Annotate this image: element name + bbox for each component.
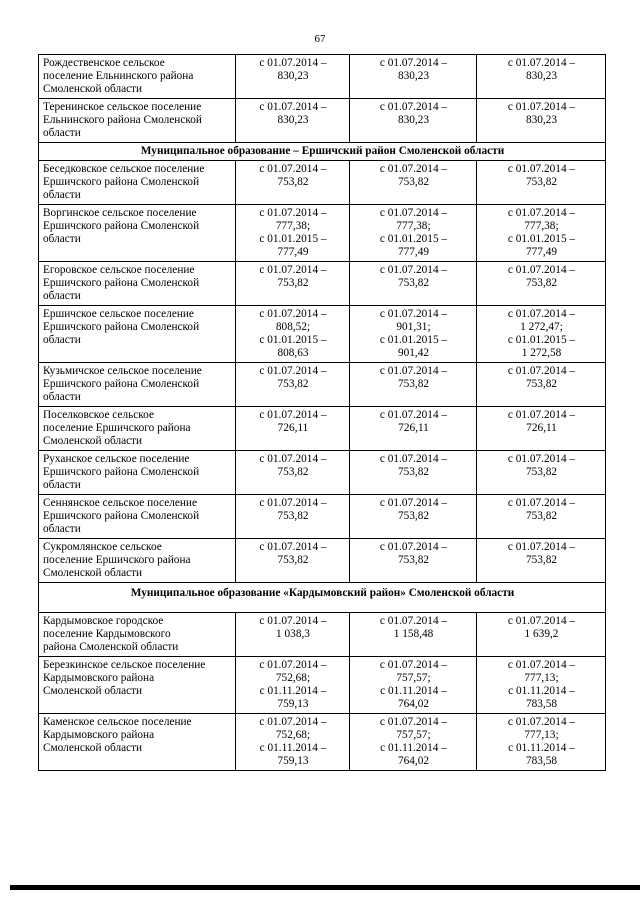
tariff-cell bbox=[477, 262, 606, 306]
settlement-name-line: Смоленской области bbox=[43, 567, 143, 579]
tariff-line: 777,38; bbox=[275, 220, 311, 232]
tariff-line: 1 639,2 bbox=[524, 628, 559, 640]
tariff-line: с 01.07.2014 – bbox=[507, 541, 576, 553]
table-row bbox=[39, 407, 606, 451]
tariff-line: с 01.07.2014 – bbox=[259, 264, 327, 276]
settlement-name-line: Кардымовского района bbox=[43, 672, 155, 684]
settlement-name-line: области bbox=[43, 189, 81, 201]
tariff-cell bbox=[477, 495, 606, 539]
settlement-name-cell bbox=[39, 451, 236, 495]
tariff-line: 759,13 bbox=[277, 755, 309, 767]
tariff-cell bbox=[477, 407, 606, 451]
settlement-name-line: области bbox=[43, 290, 81, 302]
tariff-line: 753,82 bbox=[525, 277, 558, 289]
settlement-name-line: Смоленской области bbox=[43, 685, 143, 697]
settlement-name-line: Сеннянское сельское поселение bbox=[43, 497, 197, 509]
settlement-name-cell bbox=[39, 613, 236, 657]
tariff-line: 753,82 bbox=[277, 466, 309, 478]
tariff-line: 777,38; bbox=[524, 220, 559, 232]
settlement-name-line: поселение Кардымовского bbox=[43, 628, 171, 640]
tariff-line: с 01.07.2014 – bbox=[507, 101, 576, 113]
tariff-line: с 01.07.2014 – bbox=[379, 163, 448, 175]
tariff-line: 808,52; bbox=[275, 321, 311, 333]
tariff-cell bbox=[236, 161, 350, 205]
settlement-name-cell bbox=[39, 407, 236, 451]
tariff-line: с 01.07.2014 – bbox=[379, 308, 448, 320]
settlement-name-cell bbox=[39, 205, 236, 262]
tariff-line: 753,82 bbox=[525, 510, 558, 522]
tariff-line: с 01.07.2014 – bbox=[259, 101, 327, 113]
table-row bbox=[39, 205, 606, 262]
tariff-line: 830,23 bbox=[525, 70, 558, 82]
tariff-line: с 01.07.2014 – bbox=[507, 615, 576, 627]
settlement-name-line: Ершичского района Смоленской bbox=[43, 510, 200, 522]
tariff-line: 757,57; bbox=[396, 672, 431, 684]
tariff-line: с 01.11.2014 – bbox=[380, 742, 447, 754]
tariff-cell bbox=[350, 495, 477, 539]
tariff-cell bbox=[236, 495, 350, 539]
tariff-line: с 01.07.2014 – bbox=[379, 453, 448, 465]
tariff-cell bbox=[236, 99, 350, 143]
settlement-name-line: Ельнинского района Смоленской bbox=[43, 114, 202, 126]
tariff-line: 830,23 bbox=[397, 70, 430, 82]
settlement-name-cell bbox=[39, 714, 236, 771]
tariff-line: 783,58 bbox=[525, 698, 558, 710]
tariff-line: 777,49 bbox=[525, 246, 558, 258]
settlement-name-line: Кузьмичское сельское поселение bbox=[43, 365, 202, 377]
tariff-line: 753,82 bbox=[277, 554, 309, 566]
tariff-line: с 01.07.2014 – bbox=[507, 264, 576, 276]
settlement-name-cell bbox=[39, 99, 236, 143]
tariff-cell bbox=[236, 306, 350, 363]
tariff-line: 753,82 bbox=[525, 176, 558, 188]
tariff-cell bbox=[350, 539, 477, 583]
tariff-cell bbox=[477, 99, 606, 143]
table-row bbox=[39, 55, 606, 99]
tariff-cell bbox=[477, 205, 606, 262]
settlement-name-line: Кардымовского района bbox=[43, 729, 155, 741]
settlement-name-line: области bbox=[43, 127, 81, 139]
tariff-line: 830,23 bbox=[277, 70, 309, 82]
settlement-name-line: Егоровское сельское поселение bbox=[43, 264, 195, 276]
settlement-name-line: поселение Ельнинского района bbox=[43, 70, 194, 82]
tariff-line: 777,13; bbox=[524, 729, 559, 741]
tariff-line: 753,82 bbox=[397, 466, 430, 478]
tariff-line: с 01.07.2014 – bbox=[507, 659, 576, 671]
tariff-cell bbox=[236, 205, 350, 262]
settlement-name-line: области bbox=[43, 523, 81, 535]
tariff-line: 753,82 bbox=[525, 466, 558, 478]
tariff-line: 752,68; bbox=[275, 729, 311, 741]
tariff-cell bbox=[350, 657, 477, 714]
tariff-cell bbox=[477, 161, 606, 205]
tariff-line: 752,68; bbox=[275, 672, 311, 684]
tariff-line: 726,11 bbox=[277, 422, 309, 434]
tariff-line: 753,82 bbox=[277, 277, 309, 289]
tariff-cell bbox=[236, 363, 350, 407]
tariff-line: с 01.07.2014 – bbox=[507, 308, 576, 320]
settlement-name-cell bbox=[39, 306, 236, 363]
tariff-cell bbox=[477, 363, 606, 407]
tariff-cell bbox=[350, 451, 477, 495]
tariff-line: 753,82 bbox=[397, 378, 430, 390]
tariff-line: с 01.01.2015 – bbox=[379, 233, 448, 245]
tariff-line: 901,42 bbox=[397, 347, 430, 359]
tariff-line: 753,82 bbox=[397, 554, 430, 566]
tariff-line: с 01.07.2014 – bbox=[259, 497, 327, 509]
tariff-line: 830,23 bbox=[525, 114, 558, 126]
tariff-line: 726,11 bbox=[526, 422, 557, 434]
tariff-line: 753,82 bbox=[277, 176, 309, 188]
tariff-line: с 01.07.2014 – bbox=[507, 497, 576, 509]
table-row bbox=[39, 451, 606, 495]
tariff-line: с 01.07.2014 – bbox=[507, 207, 576, 219]
tariff-line: 759,13 bbox=[277, 698, 309, 710]
tariff-cell bbox=[236, 262, 350, 306]
settlement-name-line: Ершичского района Смоленской bbox=[43, 378, 200, 390]
settlement-name-line: Ершичское сельское поселение bbox=[43, 308, 194, 320]
settlement-name-line: области bbox=[43, 233, 81, 245]
tariff-line: с 01.07.2014 – bbox=[379, 409, 448, 421]
tariff-line: с 01.07.2014 – bbox=[379, 615, 448, 627]
tariff-line: с 01.07.2014 – bbox=[259, 365, 327, 377]
tariff-cell bbox=[350, 306, 477, 363]
tariff-line: 1 158,48 bbox=[393, 628, 434, 640]
tariff-line: 777,49 bbox=[397, 246, 430, 258]
table-row bbox=[39, 99, 606, 143]
tariff-cell bbox=[477, 55, 606, 99]
tariff-cell bbox=[477, 306, 606, 363]
tariff-line: с 01.07.2014 – bbox=[507, 453, 576, 465]
tariff-line: с 01.11.2014 – bbox=[259, 742, 327, 754]
settlement-name-cell bbox=[39, 55, 236, 99]
tariff-line: 764,02 bbox=[397, 698, 430, 710]
tariff-line: с 01.11.2014 – bbox=[380, 685, 447, 697]
tariff-line: 757,57; bbox=[396, 729, 431, 741]
tariff-line: 764,02 bbox=[397, 755, 430, 767]
tariff-line: 753,82 bbox=[397, 176, 430, 188]
tariff-line: с 01.01.2015 – bbox=[379, 334, 448, 346]
tariff-line: с 01.11.2014 – bbox=[508, 742, 575, 754]
tariff-line: с 01.07.2014 – bbox=[259, 453, 327, 465]
tariff-line: 808,63 bbox=[277, 347, 309, 359]
tariff-cell bbox=[350, 714, 477, 771]
tariff-line: с 01.07.2014 – bbox=[259, 716, 327, 728]
tariff-line: с 01.07.2014 – bbox=[507, 365, 576, 377]
settlement-name-line: Смоленской области bbox=[43, 435, 143, 447]
settlement-name-line: Теренинское сельское поселение bbox=[43, 101, 202, 113]
tariff-line: с 01.07.2014 – bbox=[259, 615, 327, 627]
tariff-line: с 01.07.2014 – bbox=[507, 57, 576, 69]
tariff-line: с 01.07.2014 – bbox=[259, 659, 327, 671]
tariff-line: 777,13; bbox=[524, 672, 559, 684]
tariff-cell bbox=[350, 161, 477, 205]
settlement-name-line: Ершичского района Смоленской bbox=[43, 277, 200, 289]
section-header-row bbox=[39, 143, 606, 161]
tariff-cell bbox=[350, 99, 477, 143]
settlement-name-cell bbox=[39, 657, 236, 714]
tariff-line: с 01.07.2014 – bbox=[379, 365, 448, 377]
tariff-line: 1 272,47; bbox=[520, 321, 563, 333]
tariff-line: 753,82 bbox=[525, 378, 558, 390]
tariff-line: с 01.01.2015 – bbox=[259, 233, 327, 245]
tariff-cell bbox=[236, 714, 350, 771]
table-row bbox=[39, 306, 606, 363]
tariff-cell bbox=[350, 407, 477, 451]
settlement-name-line: области bbox=[43, 479, 81, 491]
tariff-cell bbox=[477, 613, 606, 657]
tariff-line: с 01.07.2014 – bbox=[379, 101, 448, 113]
tariff-line: 1 272,58 bbox=[521, 347, 562, 359]
tariff-line: с 01.07.2014 – bbox=[379, 207, 448, 219]
section-header-row bbox=[39, 583, 606, 613]
tariff-cell bbox=[236, 55, 350, 99]
tariff-line: с 01.07.2014 – bbox=[379, 716, 448, 728]
settlement-name-line: области bbox=[43, 391, 81, 403]
settlement-name-line: Воргинское сельское поселение bbox=[43, 207, 197, 219]
tariff-cell bbox=[477, 539, 606, 583]
table-row bbox=[39, 613, 606, 657]
table-row bbox=[39, 657, 606, 714]
settlement-name-line: Ершичского района Смоленской bbox=[43, 321, 200, 333]
settlement-name-line: поселение Ершичского района bbox=[43, 554, 191, 566]
tariff-cell bbox=[236, 539, 350, 583]
tariff-line: с 01.07.2014 – bbox=[259, 541, 327, 553]
bottom-rule bbox=[10, 885, 640, 890]
tariff-line: 726,11 bbox=[398, 422, 429, 434]
table-row bbox=[39, 363, 606, 407]
settlement-name-line: Кардымовское городское bbox=[43, 615, 164, 627]
tariff-line: 753,82 bbox=[397, 277, 430, 289]
tariff-line: с 01.07.2014 – bbox=[507, 716, 576, 728]
settlement-name-line: Поселковское сельское bbox=[43, 409, 154, 421]
settlement-name-line: поселение Ершичского района bbox=[43, 422, 191, 434]
settlement-name-line: Ершичского района Смоленской bbox=[43, 466, 200, 478]
tariff-cell bbox=[350, 55, 477, 99]
table-row bbox=[39, 714, 606, 771]
settlement-name-line: Сукромлянское сельское bbox=[43, 541, 162, 553]
tariff-cell bbox=[350, 363, 477, 407]
tariff-table bbox=[38, 54, 606, 771]
table-row bbox=[39, 262, 606, 306]
tariff-cell bbox=[350, 262, 477, 306]
tariff-line: 777,38; bbox=[396, 220, 431, 232]
page-number: 67 bbox=[314, 33, 326, 45]
table-row bbox=[39, 539, 606, 583]
tariff-cell bbox=[236, 407, 350, 451]
tariff-line: с 01.07.2014 – bbox=[507, 163, 576, 175]
section-title: Муниципальное образование – Ершичский район Смоленской области bbox=[39, 143, 606, 161]
tariff-line: с 01.01.2015 – bbox=[507, 334, 576, 346]
settlement-name-line: района Смоленской области bbox=[43, 641, 179, 653]
tariff-line: с 01.07.2014 – bbox=[379, 659, 448, 671]
settlement-name-cell bbox=[39, 495, 236, 539]
tariff-line: с 01.01.2015 – bbox=[507, 233, 576, 245]
tariff-line: 753,82 bbox=[525, 554, 558, 566]
section-title: Муниципальное образование «Кардымовский район» Смоленской области bbox=[39, 583, 606, 613]
tariff-cell bbox=[236, 657, 350, 714]
settlement-name-line: области bbox=[43, 334, 81, 346]
tariff-cell bbox=[350, 205, 477, 262]
settlement-name-line: Смоленской области bbox=[43, 83, 143, 95]
settlement-name-line: Ершичского района Смоленской bbox=[43, 176, 200, 188]
table-row bbox=[39, 161, 606, 205]
tariff-line: с 01.07.2014 – bbox=[259, 57, 327, 69]
tariff-cell bbox=[477, 451, 606, 495]
tariff-line: с 01.07.2014 – bbox=[259, 207, 327, 219]
tariff-line: с 01.07.2014 – bbox=[507, 409, 576, 421]
tariff-line: с 01.07.2014 – bbox=[379, 497, 448, 509]
tariff-line: с 01.11.2014 – bbox=[508, 685, 575, 697]
tariff-cell bbox=[477, 657, 606, 714]
tariff-cell bbox=[350, 613, 477, 657]
tariff-cell bbox=[477, 714, 606, 771]
settlement-name-line: Березкинское сельское поселение bbox=[43, 659, 206, 671]
tariff-line: 1 038,3 bbox=[276, 628, 310, 640]
tariff-line: 830,23 bbox=[397, 114, 430, 126]
tariff-cell bbox=[236, 451, 350, 495]
tariff-line: с 01.07.2014 – bbox=[259, 308, 327, 320]
tariff-line: 783,58 bbox=[525, 755, 558, 767]
tariff-cell bbox=[236, 613, 350, 657]
tariff-line: с 01.07.2014 – bbox=[379, 57, 448, 69]
settlement-name-line: Каменское сельское поселение bbox=[43, 716, 192, 728]
settlement-name-cell bbox=[39, 262, 236, 306]
tariff-line: 901,31; bbox=[396, 321, 431, 333]
tariff-line: 753,82 bbox=[397, 510, 430, 522]
tariff-line: с 01.07.2014 – bbox=[379, 264, 448, 276]
settlement-name-line: Ершичского района Смоленской bbox=[43, 220, 200, 232]
table-row bbox=[39, 495, 606, 539]
settlement-name-line: Беседковское сельское поселение bbox=[43, 163, 205, 175]
tariff-line: с 01.07.2014 – bbox=[259, 409, 327, 421]
settlement-name-cell bbox=[39, 161, 236, 205]
tariff-line: с 01.07.2014 – bbox=[259, 163, 327, 175]
settlement-name-line: Смоленской области bbox=[43, 742, 143, 754]
tariff-line: 777,49 bbox=[277, 246, 309, 258]
tariff-line: с 01.11.2014 – bbox=[259, 685, 327, 697]
settlement-name-line: Рождественское сельское bbox=[43, 57, 165, 69]
tariff-line: 830,23 bbox=[277, 114, 309, 126]
tariff-line: 753,82 bbox=[277, 510, 309, 522]
settlement-name-cell bbox=[39, 363, 236, 407]
settlement-name-cell bbox=[39, 539, 236, 583]
tariff-line: 753,82 bbox=[277, 378, 309, 390]
tariff-line: с 01.01.2015 – bbox=[259, 334, 327, 346]
tariff-line: с 01.07.2014 – bbox=[379, 541, 448, 553]
settlement-name-line: Руханское сельское поселение bbox=[43, 453, 190, 465]
